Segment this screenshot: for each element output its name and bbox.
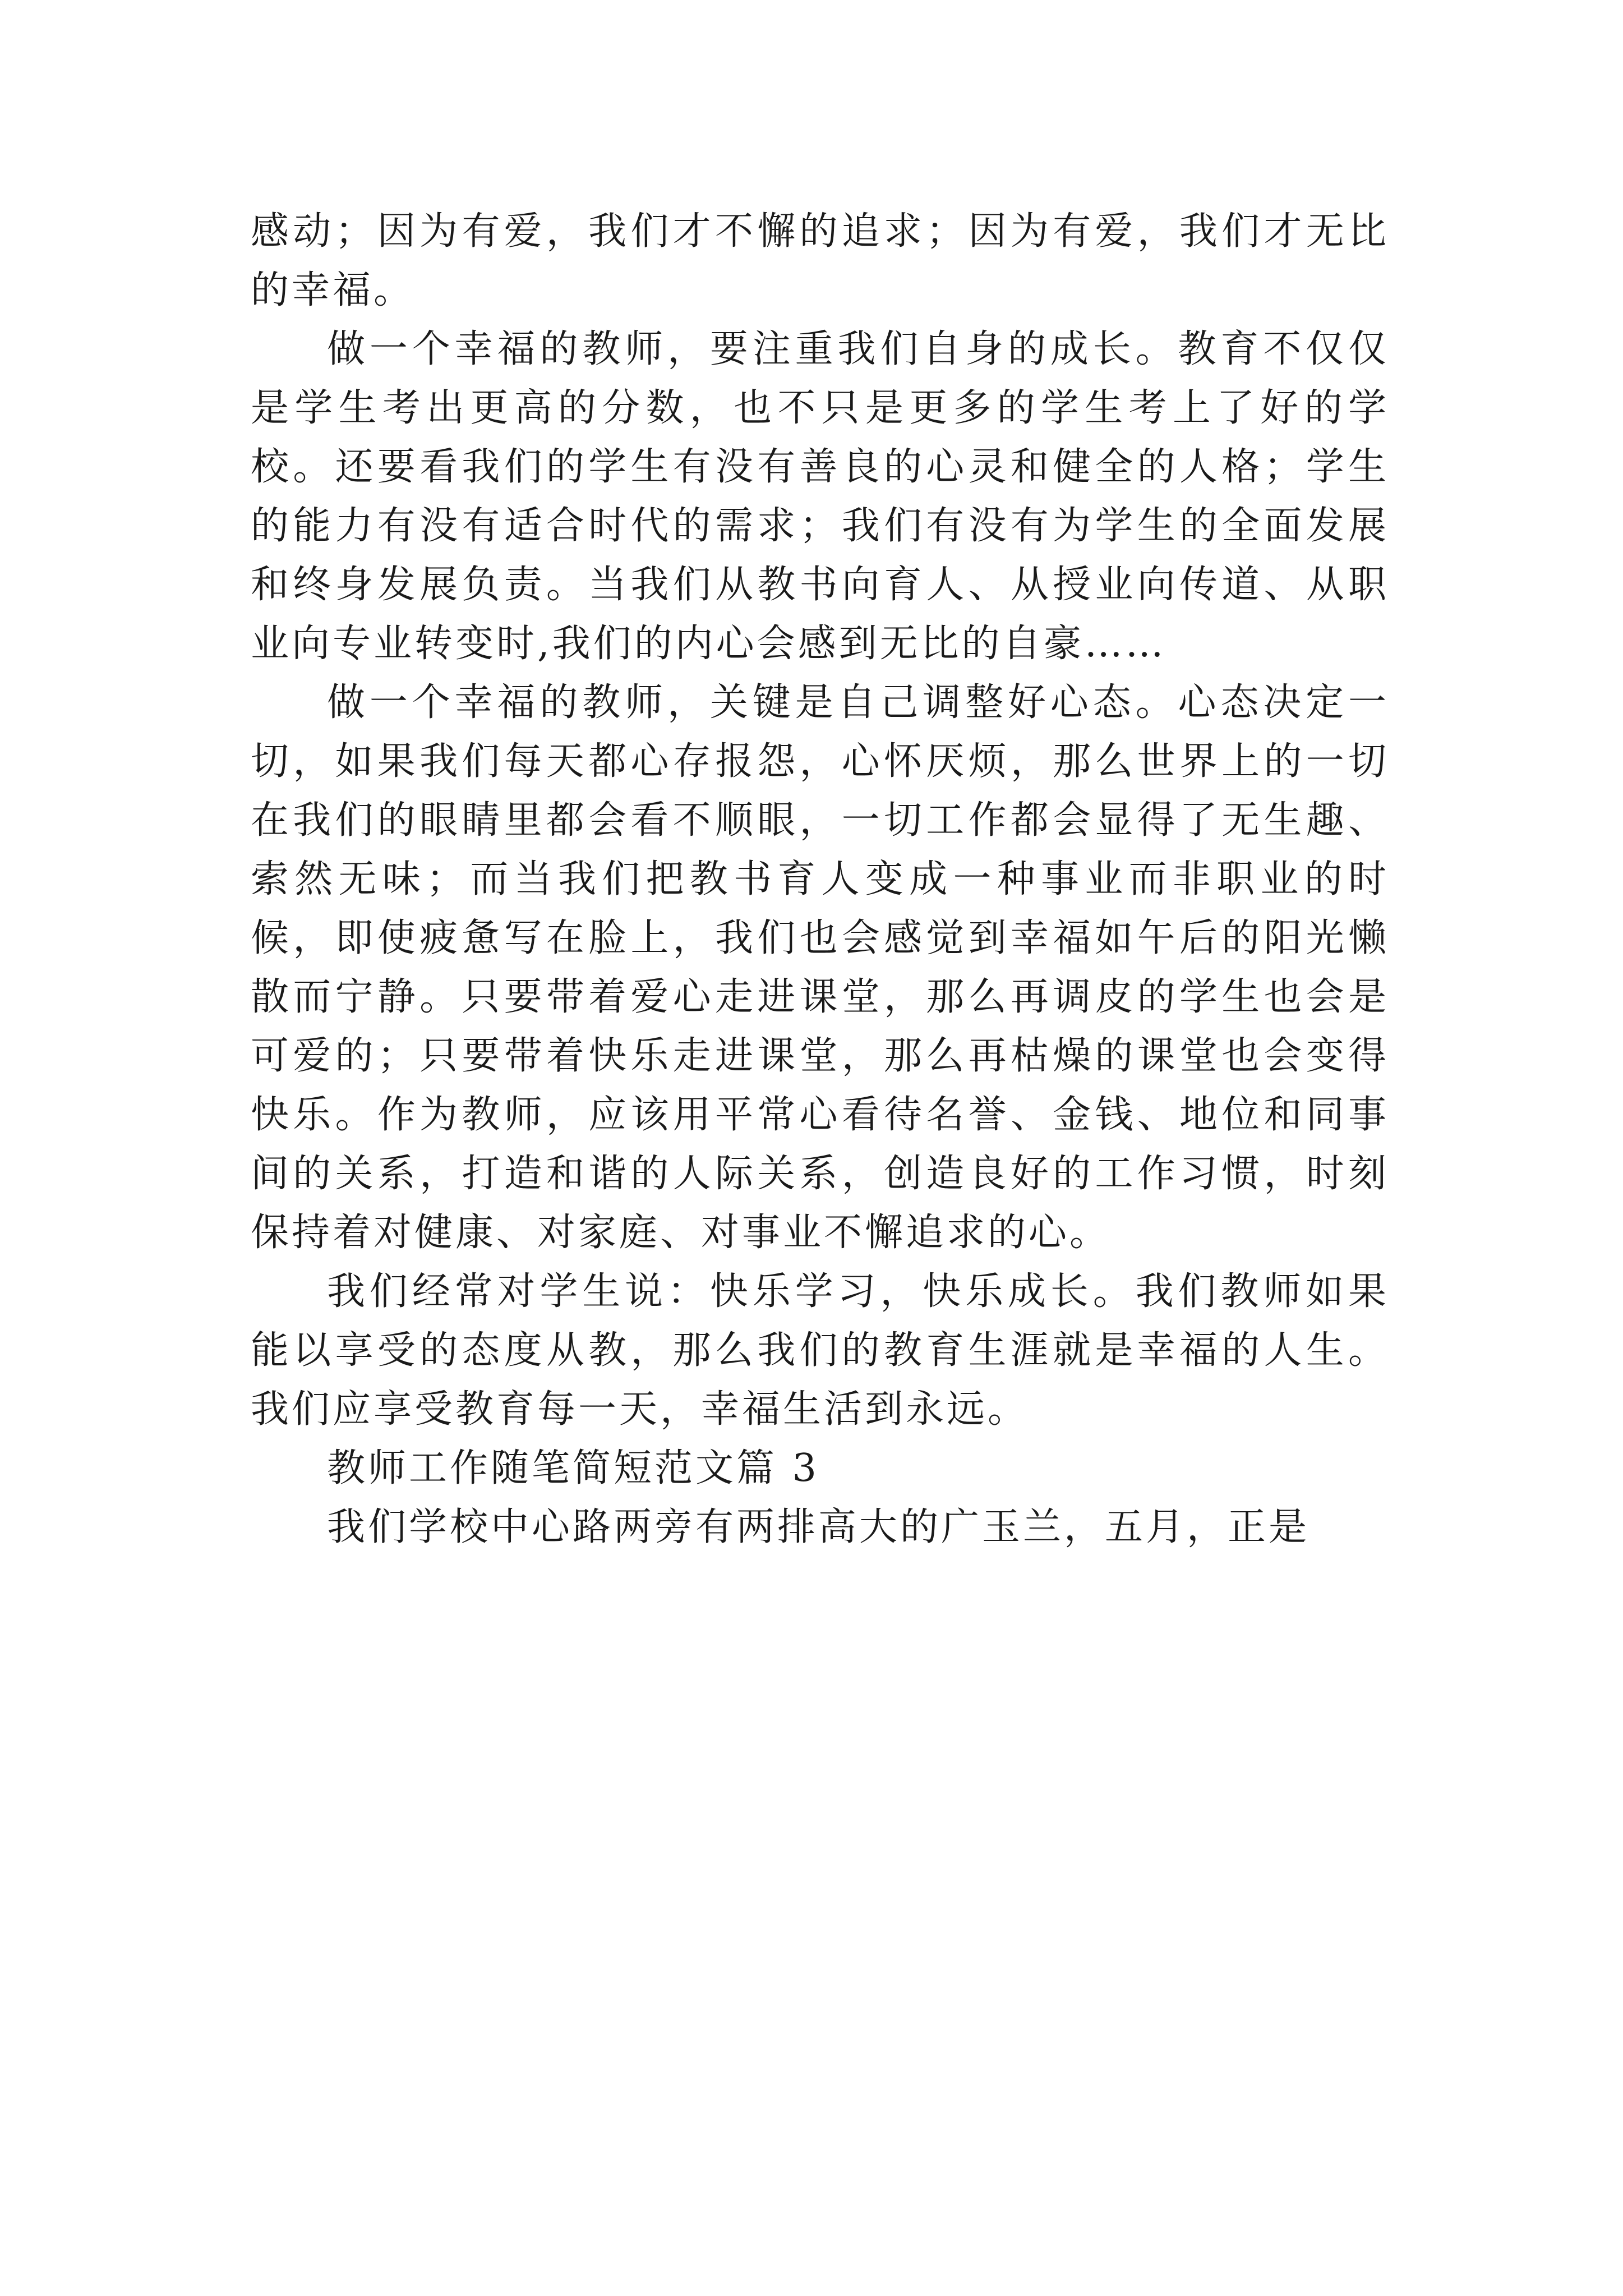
section-heading: 教师工作随笔简短范文篇 3 [327, 1446, 819, 1490]
paragraph-self-growth: 做一个幸福的教师，要注重我们自身的成长。教育不仅仅是学生考出更高的分数，也不只是更多的学生考上了好的学校。还要看我们的学生有没有善良的心灵和健全的人格；学生的能力有没有适合时代的需求；我们有没有为学生的全面发展和终身发展负责。当我们从教书向育人、从授业向传道、从职业向专业转变时,我们的内心会感到无比的自豪…… [251, 327, 1389, 666]
document-body [251, 202, 1389, 1557]
paragraph-continuation: 感动；因为有爱，我们才不懈的追求；因为有爱，我们才无比的幸福。 [251, 209, 1389, 312]
paragraph-happy-learning: 我们经常对学生说：快乐学习，快乐成长。我们教师如果能以享受的态度从教，那么我们的教育生涯就是幸福的人生。我们应享受教育每一天，幸福生活到永远。 [251, 1269, 1389, 1432]
paragraph-magnolia: 我们学校中心路两旁有两排高大的广玉兰，五月，正是 [327, 1505, 1310, 1549]
paragraph-mindset: 做一个幸福的教师，关键是自己调整好心态。心态决定一切，如果我们每天都心存报怨，心怀厌烦，那么世界上的一切在我们的眼睛里都会看不顺眼，一切工作都会显得了无生趣、索然无味；而当我们把教书育人变成一种事业而非职业的时候，即使疲惫写在脸上，我们也会感觉到幸福如午后的阳光懒散而宁静。只要带着爱心走进课堂，那么再调皮的学生也会是可爱的；只要带着快乐走进课堂，那么再枯燥的课堂也会变得快乐。作为教师，应该用平常心看待名誉、金钱、地位和同事间的关系，打造和谐的人际关系，创造良好的工作习惯，时刻保持着对健康、对家庭、对事业不懈追求的心。 [251, 680, 1389, 1255]
